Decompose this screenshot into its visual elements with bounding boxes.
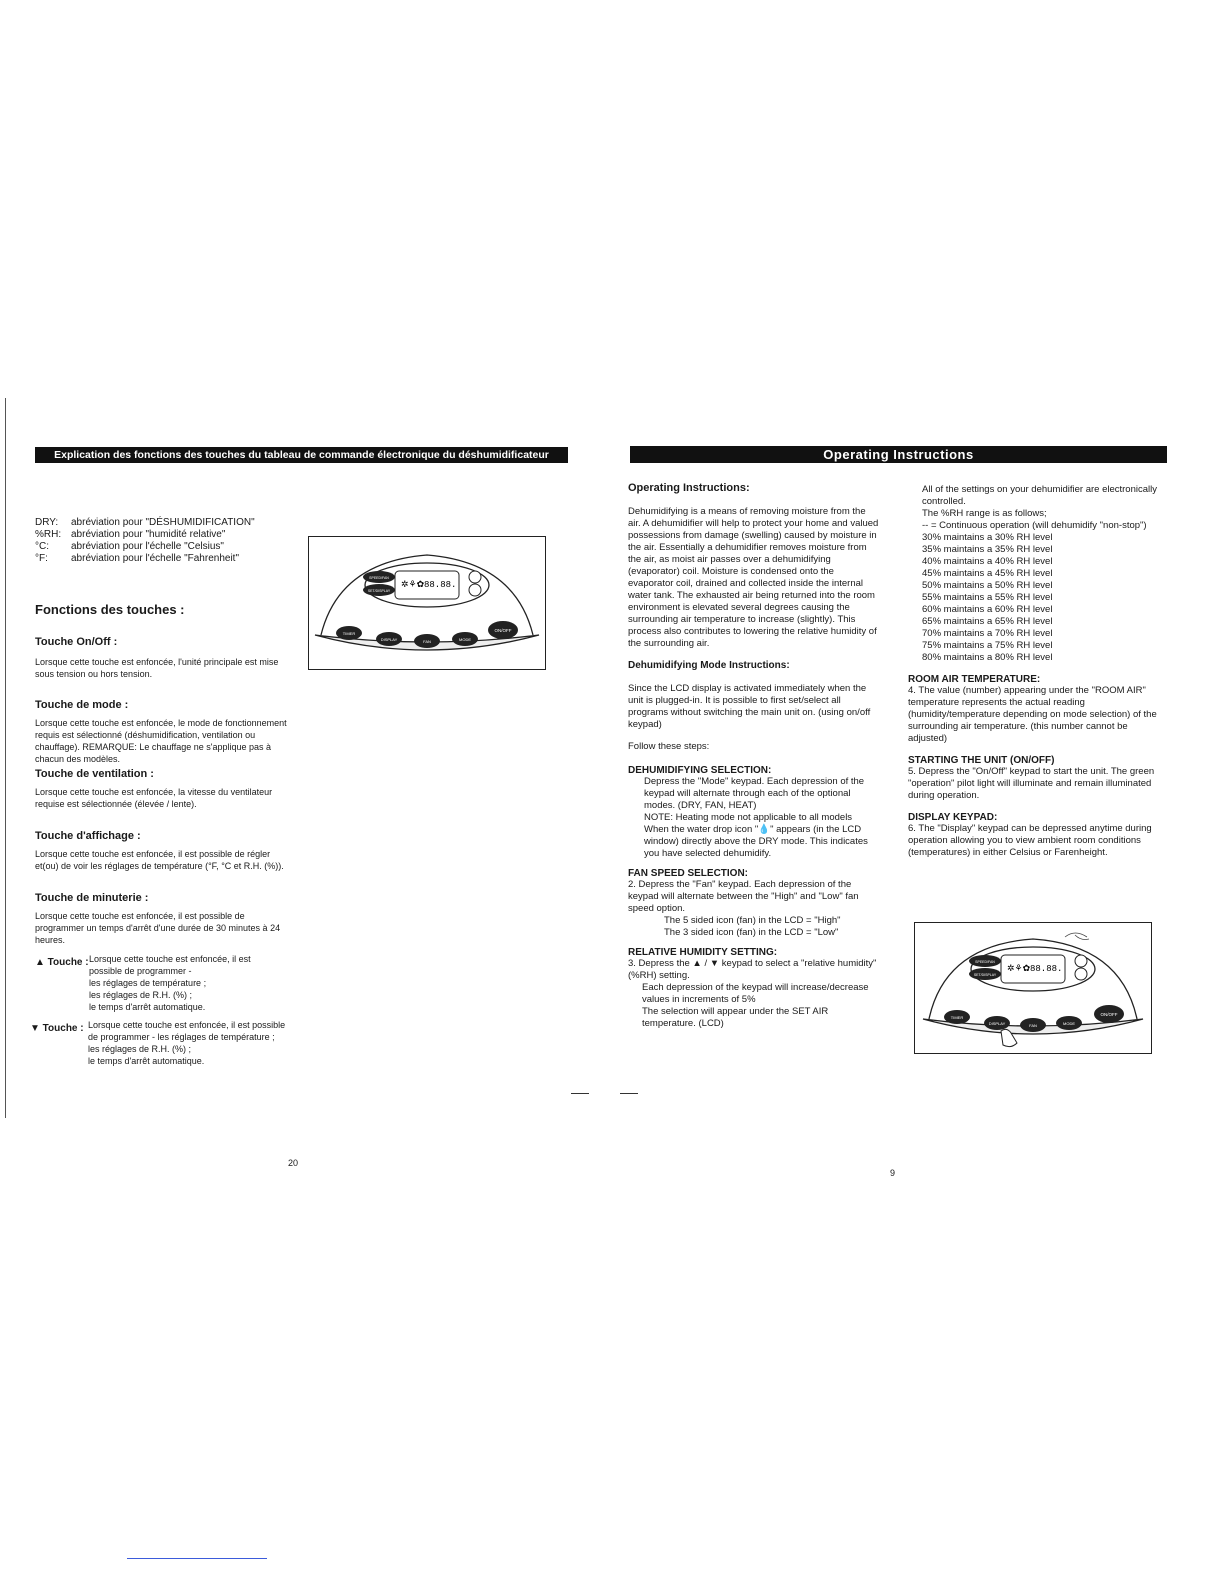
section-text: Lorsque cette touche est enfoncée, le mode de fonctionnement requis est sélectionné (déshumidification, ventilation ou chauffage). REMARQUE: Le chauffage ne s'applique pas à chacun des modèles. xyxy=(35,718,287,764)
mode-paragraph: Since the LCD display is activated immediately when the unit is plugged-in. It is possible to first set/select all programs without switching the main unit on. (using on/off keypad) xyxy=(628,683,871,730)
scan-footer-line xyxy=(127,1558,267,1559)
svg-text:88.88.: 88.88. xyxy=(424,580,457,590)
abbreviation-list xyxy=(35,517,305,565)
right-page-number: 9 xyxy=(890,1168,896,1178)
abbrev-row: %RH: abréviation pour "humidité relative" xyxy=(35,529,226,540)
list-item: -- = Continuous operation (will dehumidify "non-stop") xyxy=(922,520,1147,531)
right-banner: Operating Instructions xyxy=(630,446,1167,463)
svg-text:SPEED/FAN: SPEED/FAN xyxy=(975,960,995,964)
right-column-2 xyxy=(908,484,1168,859)
list-item: 80% maintains a 80% RH level xyxy=(922,652,1053,663)
dehumidifier-panel-drawing xyxy=(915,923,1151,1053)
display-keypad-title: DISPLAY KEYPAD: xyxy=(908,812,998,823)
intro-paragraph: Dehumidifying is a means of removing moisture from the air. A dehumidifier will help to protect your home and valued possessions from damage (swelling) caused by moisture in the air. Essentially a dehumidifier removes moisture from the air, as moist air passes over a dehumidifying (evaporator) coil. Moisture is condensed onto the evaporator coil, drained and collected inside the internal water tank. The exhausted air being returned into the room environment is elevated several degrees causing the surrounding air temperature to increase (slightly). This process also contributes to lowering the relative humidity of the surrounding air. xyxy=(628,506,879,649)
list-item: 70% maintains a 70% RH level xyxy=(922,628,1053,639)
up-key-section xyxy=(35,952,305,1012)
starting-unit-title: STARTING THE UNIT (ON/OFF) xyxy=(908,755,1055,766)
section-title: Touche de minuterie : xyxy=(35,892,149,904)
section-text: Lorsque cette touche est enfoncée, il est possible de régler et(ou) de voir les réglages de température (°F, °C et R.H. (%)). xyxy=(35,849,284,871)
gutter-mark xyxy=(620,1093,638,1094)
section-timer xyxy=(35,892,295,946)
fan-speed-text: 2. Depress the "Fan" keypad. Each depression of the keypad will alternate between the "High" and "Low" fan speed option. xyxy=(628,879,859,914)
up-key-label: ▲ Touche : xyxy=(35,957,89,968)
list-item: 35% maintains a 35% RH level xyxy=(922,544,1053,555)
dehumidifier-panel-drawing xyxy=(309,537,545,669)
list-item: 30% maintains a 30% RH level xyxy=(922,532,1053,543)
section-text: Lorsque cette touche est enfoncée, la vitesse du ventilateur requise est sélectionnée (élevée / lente). xyxy=(35,787,273,809)
up-key-text: Lorsque cette touche est enfoncée, il est possible de programmer - les réglages de température ; les réglages de R.H. (%) ; le temps d'arrêt automatique. xyxy=(89,954,251,1012)
list-item: 40% maintains a 40% RH level xyxy=(922,556,1053,567)
section-display xyxy=(35,830,295,872)
rh-range-list xyxy=(922,520,1168,664)
section-title: Touche de mode : xyxy=(35,699,129,711)
starting-unit-text: 5. Depress the "On/Off" keypad to start the unit. The green "operation" pilot light will illuminate and remain illuminated during operation. xyxy=(908,766,1155,801)
follow-steps: Follow these steps: xyxy=(628,741,710,752)
down-key-section xyxy=(30,1018,310,1066)
section-title: Touche On/Off : xyxy=(35,636,118,648)
down-key-label: ▼ Touche : xyxy=(30,1023,84,1034)
list-item: 65% maintains a 65% RH level xyxy=(922,616,1053,627)
rh-setting-text: 3. Depress the ▲ / ▼ keypad to select a "relative humidity" (%RH) setting. xyxy=(628,958,877,981)
display-keypad-text: 6. The "Display" keypad can be depressed anytime during operation allowing you to view ambient room conditions (temperatures) in either Celsius or Farenheight. xyxy=(908,823,1152,858)
list-item: 60% maintains a 60% RH level xyxy=(922,604,1053,615)
svg-text:SET/DISPLAY: SET/DISPLAY xyxy=(367,589,391,593)
fan-low-line: The 3 sided icon (fan) in the LCD = "Low" xyxy=(664,927,839,938)
svg-text:✲⚘✿: ✲⚘✿ xyxy=(401,579,425,589)
dehum-selection-text: Depress the "Mode" keypad. Each depression of the keypad will alternate through each of the optional modes. (DRY, FAN, HEAT) xyxy=(644,776,865,811)
list-item: 45% maintains a 45% RH level xyxy=(922,568,1053,579)
rh-setting-title: RELATIVE HUMIDITY SETTING: xyxy=(628,947,778,958)
rh-range-intro: The %RH range is as follows; xyxy=(922,508,1047,519)
scan-border-line xyxy=(5,398,6,1118)
mode-heading: Dehumidifying Mode Instructions: xyxy=(628,660,790,671)
right-column-1 xyxy=(628,482,880,1030)
down-key-text: Lorsque cette touche est enfoncée, il est possible de programmer - les réglages de température ; les réglages de R.H. (%) ; le temps d'arrêt automatique. xyxy=(88,1020,286,1066)
svg-text:DISPLAY: DISPLAY xyxy=(380,637,398,642)
svg-text:MODE: MODE xyxy=(459,637,471,642)
room-air-text: 4. The value (number) appearing under the "ROOM AIR" temperature represents the actual reading (humidity/temperature depending on mode selection) of the surrounding air temperature. (this number cannot be adjusted) xyxy=(908,685,1157,744)
rh-lcd-text: The selection will appear under the SET AIR temperature. (LCD) xyxy=(642,1006,829,1029)
svg-text:✲⚘✿: ✲⚘✿ xyxy=(1007,963,1031,973)
fan-speed-title: FAN SPEED SELECTION: xyxy=(628,868,749,879)
dehum-selection-title: DEHUMIDIFYING SELECTION: xyxy=(628,765,772,776)
svg-text:SET/DISPLAY: SET/DISPLAY xyxy=(973,973,997,977)
svg-text:ON/OFF: ON/OFF xyxy=(494,628,512,633)
control-panel-illustration xyxy=(308,536,546,670)
abbrev-row: °F: abréviation pour l'échelle "Fahrenheit" xyxy=(35,553,239,564)
water-drop-text: When the water drop icon "💧" appears (in the LCD window) directly above the DRY mode. This indicates you have selected dehumidify. xyxy=(644,824,868,859)
svg-text:TIMER: TIMER xyxy=(342,631,356,636)
fan-high-line: The 5 sided icon (fan) in the LCD = "High" xyxy=(664,915,841,926)
functions-heading: Fonctions des touches : xyxy=(35,602,185,617)
svg-text:88.88.: 88.88. xyxy=(1030,964,1063,974)
room-air-title: ROOM AIR TEMPERATURE: xyxy=(908,674,1041,685)
left-page-number: 20 xyxy=(288,1158,299,1168)
list-item: 75% maintains a 75% RH level xyxy=(922,640,1053,651)
svg-text:TIMER: TIMER xyxy=(950,1015,964,1020)
section-onoff xyxy=(35,636,295,680)
heating-note: NOTE: Heating mode not applicable to all models xyxy=(644,812,853,823)
svg-text:MODE: MODE xyxy=(1063,1021,1075,1026)
abbrev-row: DRY: abréviation pour "DÉSHUMIDIFICATION" xyxy=(35,517,255,528)
svg-text:FAN: FAN xyxy=(423,639,431,644)
abbrev-row: °C: abréviation pour l'échelle "Celsius" xyxy=(35,541,224,552)
control-panel-illustration-hand xyxy=(914,922,1152,1054)
section-fan xyxy=(35,768,295,810)
svg-text:SPEED/FAN: SPEED/FAN xyxy=(369,576,389,580)
operating-heading: Operating Instructions: xyxy=(628,482,750,494)
list-item: 50% maintains a 50% RH level xyxy=(922,580,1053,591)
left-banner: Explication des fonctions des touches du tableau de commande électronique du déshumidificateur xyxy=(35,447,568,463)
section-title: Touche de ventilation : xyxy=(35,768,154,780)
section-text: Lorsque cette touche est enfoncée, l'unité principale est mise sous tension ou hors tension. xyxy=(35,657,279,679)
rh-increment-text: Each depression of the keypad will increase/decrease values in increments of 5% xyxy=(642,982,869,1005)
list-item: 55% maintains a 55% RH level xyxy=(922,592,1053,603)
svg-text:FAN: FAN xyxy=(1029,1023,1037,1028)
section-mode xyxy=(35,699,295,765)
section-text: Lorsque cette touche est enfoncée, il est possible de programmer un temps d'arrêt d'une durée de 30 minutes à 24 heures. xyxy=(35,911,281,945)
gutter-mark xyxy=(571,1093,589,1094)
svg-text:ON/OFF: ON/OFF xyxy=(1100,1012,1118,1017)
section-title: Touche d'affichage : xyxy=(35,830,141,842)
settings-intro: All of the settings on your dehumidifier are electronically controlled. xyxy=(922,484,1157,507)
svg-text:DISPLAY: DISPLAY xyxy=(988,1021,1006,1026)
